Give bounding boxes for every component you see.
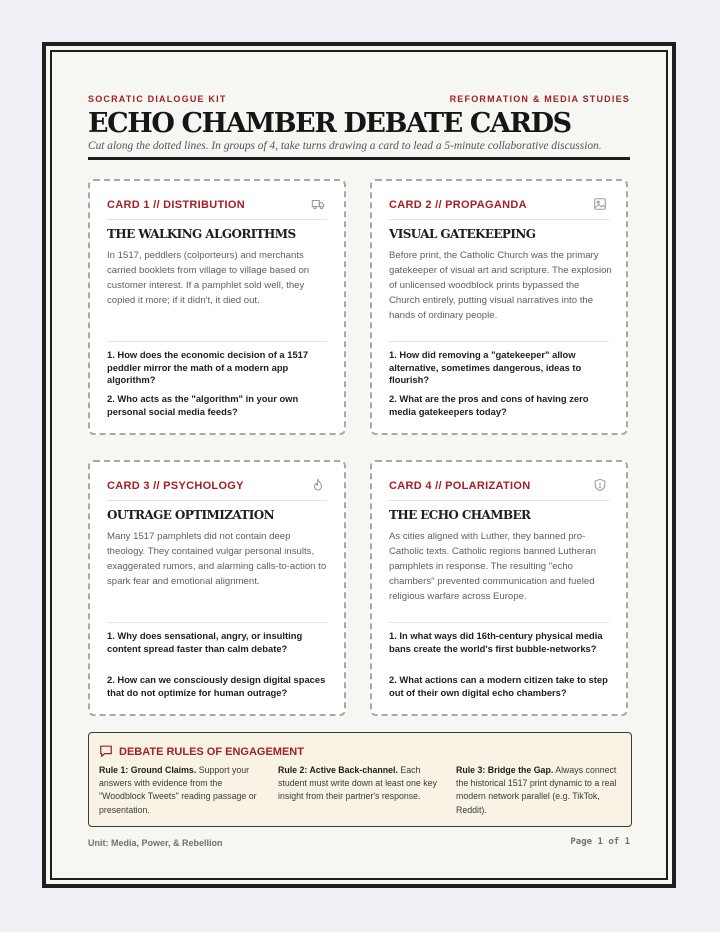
card-question-2: 2. Who acts as the "algorithm" in your own personal social media feeds? (107, 393, 299, 417)
card-title: THE ECHO CHAMBER (389, 508, 531, 522)
card-description: As cities aligned with Luther, they banned pro-Catholic texts. Catholic regions banned Lutheran pamphlets in response. The resulting "echo chambers" prevented communication and fueled religious warfare across Europe. (389, 531, 596, 602)
card-description: Many 1517 pamphlets did not contain deep theology. They contained vulgar personal insults, exaggerated rumors, and alarming calls-to-action to spark fear and emotional alignment. (107, 531, 327, 587)
card-description: In 1517, peddlers (colporteurs) and merchants carried booklets from village to village based on customer interest. If a pamphlet sold well, they copied it more; if it didn't, it died out. (107, 250, 310, 306)
kit-label: SOCRATIC DIALOGUE KIT (88, 94, 227, 104)
unit-label: Unit: Media, Power, & Rebellion (88, 838, 223, 848)
debate-card-1 (88, 179, 346, 435)
card-title: VISUAL GATEKEEPING (389, 227, 536, 241)
card-title: OUTRAGE OPTIMIZATION (107, 508, 274, 522)
rule-3 (456, 764, 618, 817)
card-tag: CARD 3 // PSYCHOLOGY (107, 480, 244, 492)
card-header (389, 197, 609, 220)
card-question-1: 1. In what ways did 16th-century physical media bans create the world's first bubble-networks? (389, 630, 603, 654)
rule-text: Each student must write down at least one key insight from their partner's response. (278, 765, 437, 802)
debate-card-4 (370, 460, 628, 716)
card-question-1: 1. How does the economic decision of a 1517 peddler mirror the math of a modern app algorithm? (107, 349, 309, 385)
rule-1 (99, 764, 261, 817)
page-number: Page 1 of 1 (570, 837, 630, 847)
page-instructions: Cut along the dotted lines. In groups of 4, take turns drawing a card to lead a 5-minute collaborative discussion. (88, 140, 602, 152)
page-inner-border (50, 50, 668, 880)
card-divider (107, 622, 327, 623)
card-tag: CARD 2 // PROPAGANDA (389, 199, 527, 211)
worksheet-page (42, 42, 676, 888)
card-title: THE WALKING ALGORITHMS (107, 227, 296, 241)
card-question-1: 1. How did removing a "gatekeeper" allow alternative, sometimes dangerous, ideas to flourish? (389, 349, 582, 385)
card-question-2: 2. How can we consciously design digital spaces that do not optimize for human outrage? (107, 674, 326, 698)
flame-icon (311, 478, 327, 494)
card-divider (389, 622, 609, 623)
rule-lead: Rule 2: Active Back-channel. (278, 765, 398, 775)
rule-lead: Rule 1: Ground Claims. (99, 765, 197, 775)
rules-title: DEBATE RULES OF ENGAGEMENT (119, 746, 304, 758)
page-title: ECHO CHAMBER DEBATE CARDS (88, 108, 571, 139)
card-header (389, 478, 609, 501)
course-label: REFORMATION & MEDIA STUDIES (449, 94, 630, 104)
card-divider (107, 341, 327, 342)
card-tag: CARD 1 // DISTRIBUTION (107, 199, 245, 211)
chat-icon (99, 744, 113, 758)
truck-icon (311, 197, 327, 213)
shield-icon (593, 478, 609, 494)
rule-lead: Rule 3: Bridge the Gap. (456, 765, 554, 775)
card-question-1: 1. Why does sensational, angry, or insulting content spread faster than calm debate? (107, 630, 303, 654)
debate-rules-box (88, 732, 632, 827)
image-icon (593, 197, 609, 213)
card-question-2: 2. What are the pros and cons of having zero media gatekeepers today? (389, 393, 589, 417)
card-tag: CARD 4 // POLARIZATION (389, 480, 531, 492)
title-divider (88, 157, 630, 160)
card-divider (389, 341, 609, 342)
rule-2 (278, 764, 440, 804)
card-header (107, 478, 327, 501)
card-description: Before print, the Catholic Church was the primary gatekeeper of visual art and scripture. The explosion of unlicensed woodblock prints bypassed the Church entirely, putting visual narratives into the hands of ordinary people. (389, 250, 612, 321)
debate-card-3 (88, 460, 346, 716)
debate-card-2 (370, 179, 628, 435)
rule-text: Always connect the historical 1517 print dynamic to a real modern network parallel (e.g. TikTok, Reddit). (456, 765, 617, 815)
card-header (107, 197, 327, 220)
rule-text: Support your answers with evidence from the "Woodblock Tweets" reading passage or presentation. (99, 765, 257, 815)
card-question-2: 2. What actions can a modern citizen take to step out of their own digital echo chambers? (389, 674, 608, 698)
